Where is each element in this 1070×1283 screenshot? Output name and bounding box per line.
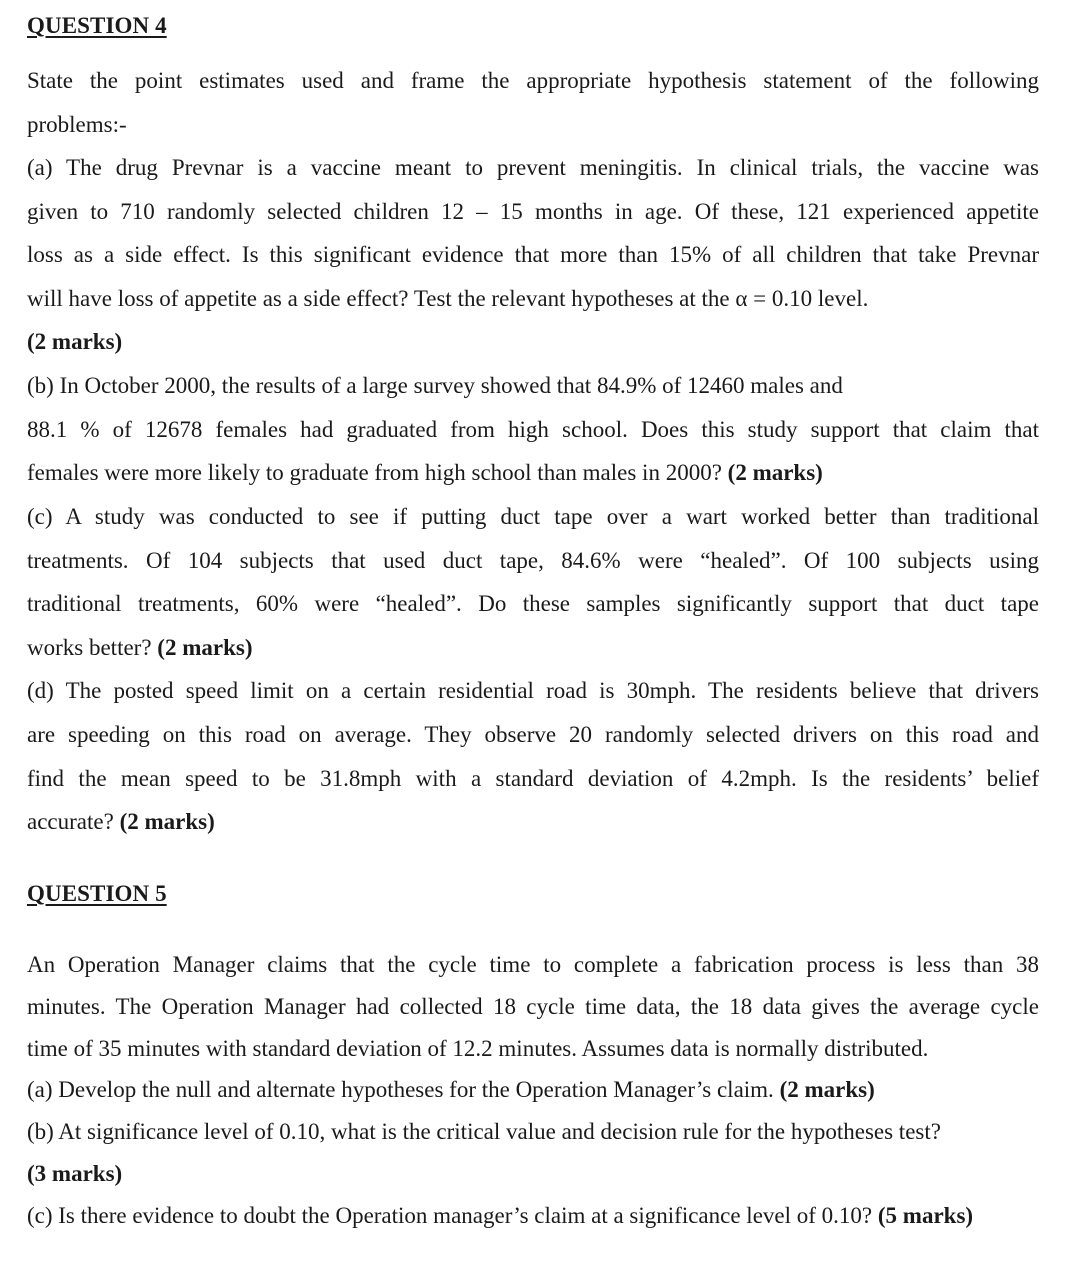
q4-a-line-1: (a) The drug Prevnar is a vaccine meant to prevent meningitis. In clinical trials, the vaccine was (27, 155, 1039, 180)
q5-intro-line-2: minutes. The Operation Manager had collected 18 cycle time data, the 18 data gives the average cycle (27, 994, 1039, 1019)
q4-d-line-3: find the mean speed to be 31.8mph with a standard deviation of 4.2mph. Is the residents’ belief (27, 766, 1039, 791)
q5-intro-line-3: time of 35 minutes with standard deviation of 12.2 minutes. Assumes data is normally distributed. (27, 1036, 929, 1061)
q4-b-line-1: (b) In October 2000, the results of a large survey showed that 84.9% of 12460 males and (27, 373, 843, 398)
q4-b-line-2: 88.1 % of 12678 females had graduated from high school. Does this study support that claim that (27, 417, 1039, 442)
question-5-heading: QUESTION 5 (27, 881, 167, 906)
q4-b-line-3-text: females were more likely to graduate from high school than males in 2000? (27, 460, 722, 485)
q4-b-marks: (2 marks) (727, 460, 823, 485)
q5-intro-line-1: An Operation Manager claims that the cycle time to complete a fabrication process is less than 38 (27, 952, 1039, 977)
q4-d-marks: (2 marks) (119, 809, 215, 834)
q4-c-marks: (2 marks) (157, 635, 253, 660)
q5-c-text: (c) Is there evidence to doubt the Operation manager’s claim at a significance level of 0.10? (27, 1203, 873, 1228)
q5-c-line (27, 1201, 1039, 1231)
q4-a-line-2: given to 710 randomly selected children 12 – 15 months in age. Of these, 121 experienced appetite (27, 199, 1039, 224)
q4-a-line-4: will have loss of appetite as a side effect? Test the relevant hypotheses at the α = 0.10 level. (27, 286, 869, 311)
q4-a-line-3: loss as a side effect. Is this significant evidence that more than 15% of all children that take Prevnar (27, 242, 1039, 267)
q5-a-line (27, 1075, 1039, 1105)
q4-b-line-3 (27, 458, 1039, 488)
q4-d-line-1: (d) The posted speed limit on a certain residential road is 30mph. The residents believe that drivers (27, 678, 1039, 703)
q5-c-marks: (5 marks) (877, 1203, 974, 1228)
q4-a-marks: (2 marks) (27, 329, 123, 354)
question-4-heading: QUESTION 4 (27, 13, 167, 38)
q5-a-marks: (2 marks) (779, 1077, 875, 1102)
q4-intro-line-1: State the point estimates used and frame the appropriate hypothesis statement of the following (27, 68, 1039, 93)
q4-d-line-4-text: accurate? (27, 809, 114, 834)
q4-c-line-2: treatments. Of 104 subjects that used duct tape, 84.6% were “healed”. Of 100 subjects using (27, 548, 1039, 573)
q4-c-line-1: (c) A study was conducted to see if putting duct tape over a wart worked better than traditional (27, 504, 1039, 529)
q4-d-line-2: are speeding on this road on average. They observe 20 randomly selected drivers on this road and (27, 722, 1039, 747)
q5-b-line: (b) At significance level of 0.10, what is the critical value and decision rule for the hypotheses test? (27, 1119, 941, 1144)
q4-c-line-4-text: works better? (27, 635, 152, 660)
q4-c-line-4 (27, 633, 1039, 663)
q4-intro-line-2: problems:- (27, 112, 127, 137)
q4-c-line-3: traditional treatments, 60% were “healed”. Do these samples significantly support that duct tape (27, 591, 1039, 616)
q4-d-line-4 (27, 807, 1039, 837)
q5-b-marks: (3 marks) (27, 1161, 123, 1186)
q5-a-text: (a) Develop the null and alternate hypotheses for the Operation Manager’s claim. (27, 1077, 774, 1102)
